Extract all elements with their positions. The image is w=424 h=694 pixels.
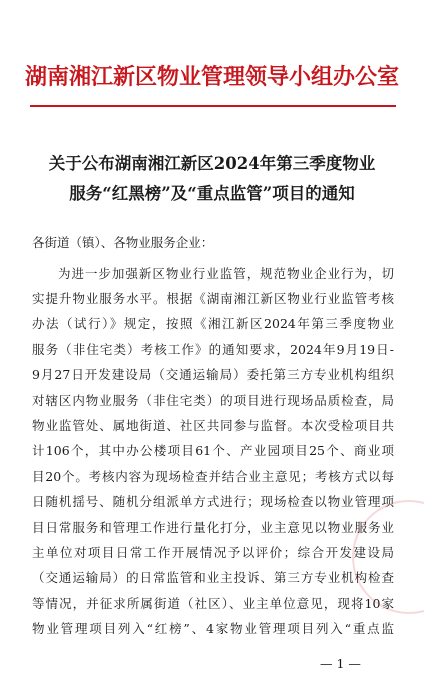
- body-line: 物业监管处、属地街道、社区共同参与监督。本次受检项目共: [32, 418, 394, 433]
- body-line: 计106个，其中办公楼项目61个、产业园项目25个、商业项: [32, 443, 394, 458]
- body-line: 服务（非住宅类）考核工作》的通知要求，2024年9月19日-: [32, 342, 394, 357]
- body-line: （交通运输局）的日常监管和业主投诉、第三方专业机构检查: [32, 570, 394, 585]
- org-header-title: 湖南湘江新区物业管理领导小组办公室: [24, 65, 399, 90]
- body-line: 9月27日开发建设局（交通运输局）委托第三方专业机构组织: [32, 367, 394, 382]
- page-number: — 1 —: [320, 656, 361, 671]
- salutation: 各街道（镇）、各物业服务企业：: [32, 235, 214, 250]
- body-line: 实提升物业服务水平。根据《湖南湘江新区物业行业监管考核: [32, 291, 394, 306]
- body-line: 日随机揺号、随机分组派单方式进行；现场检查以物业管理项: [32, 494, 394, 509]
- document-title-line-2: 服务“红黑榜”及“重点监管”项目的通知: [69, 184, 355, 203]
- red-divider-rule: [30, 105, 396, 107]
- body-line: 等情况，并征求所属街道（社区）、业主单位意见，现将10家: [32, 596, 394, 611]
- body-line: 主单位对项目日常工作开展情况予以评价；综合开发建设局: [32, 545, 394, 560]
- body-line: 为进一步加强新区物业行业监管，规范物业企业行为，切: [58, 266, 394, 281]
- body-line: 目20个。考核内容为现场检查并结合业主意见；考核方式以每: [32, 469, 394, 484]
- body-line: 办法（试行）》规定，按照《湘江新区2024年第三季度物业: [32, 316, 394, 331]
- body-line: 物业管理项目列入“红榜”、4家物业管理项目列入“重点监: [32, 621, 394, 636]
- body-line: 对辖区内物业服务（非住宅类）的项目进行现场品质检查，局: [32, 393, 394, 408]
- body-line: 目日常服务和管理工作进行量化打分，业主意见以物业服务业: [32, 520, 394, 535]
- document-title-line-1: 关于公布湖南湘江新区2024年第三季度物业: [48, 154, 376, 173]
